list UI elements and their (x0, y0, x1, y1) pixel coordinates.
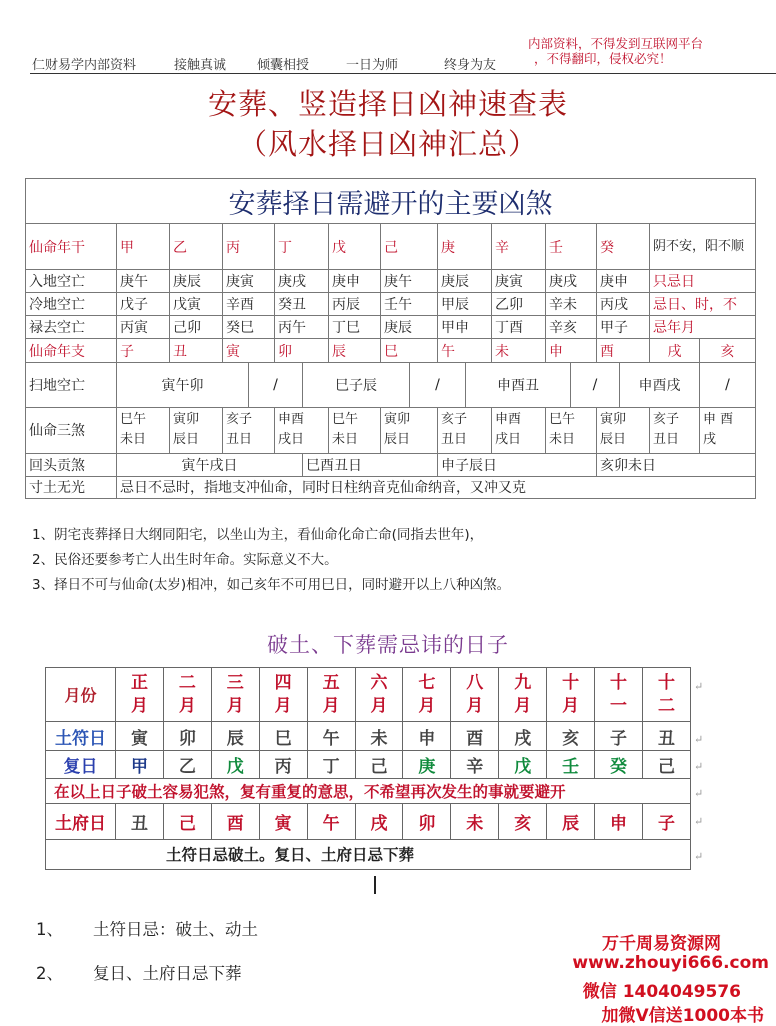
note-number: 2、 (36, 964, 63, 983)
row-label: 复日 (46, 751, 116, 778)
cell-line: 亥子 (441, 412, 468, 428)
table-cell (597, 407, 650, 453)
cell-line: 寅卯 (600, 412, 627, 428)
cell-line: 亥子 (653, 412, 680, 428)
branch-cell: 子 (117, 339, 170, 362)
note-text: 复日、土府日忌下葬 (93, 964, 242, 983)
table-cell: 庚寅 (492, 270, 546, 293)
month-cell (211, 668, 259, 722)
tufu-row (46, 722, 691, 751)
row-label: 入地空亡 (26, 270, 117, 293)
day-cell: 戊 (211, 751, 259, 778)
month-cell (163, 668, 211, 722)
month-char: 二 (178, 672, 196, 693)
cell-line: 戌日 (495, 432, 522, 448)
bottom-note (36, 960, 242, 984)
table-cell: / (410, 362, 466, 407)
table-cell: 辛未 (546, 293, 597, 316)
day-cell: 丁 (307, 751, 355, 778)
day-cell: 辰 (211, 722, 259, 751)
month-char: 十 (562, 672, 580, 693)
cell-line: 申 酉 (703, 412, 734, 428)
month-char: 正 (130, 672, 148, 693)
table-cell (492, 407, 546, 453)
table-cell: 丙戌 (597, 293, 650, 316)
day-cell: 巳 (259, 722, 307, 751)
table-cell: 己卯 (170, 316, 223, 339)
table-cell: 癸丑 (275, 293, 329, 316)
table-cell (546, 407, 597, 453)
header-item: 倾囊相授 (257, 58, 310, 73)
table-cell (381, 407, 438, 453)
day-cell: 戊 (499, 751, 547, 778)
return-mark-icon: ↵ (694, 680, 704, 693)
table-cell: 庚辰 (381, 316, 438, 339)
table-cell: 庚申 (329, 270, 381, 293)
cell-line: 辰日 (173, 432, 200, 448)
day-cell: 亥 (499, 803, 547, 839)
stem-cell: 戊 (329, 224, 381, 270)
branch-cell: 辰 (329, 339, 381, 362)
cell-line: 丑日 (441, 432, 468, 448)
day-cell: 己 (642, 751, 690, 778)
branch-cell: 卯 (275, 339, 329, 362)
day-cell: 申 (403, 722, 451, 751)
table-cell: 乙卯 (492, 293, 546, 316)
day-cell: 申 (595, 803, 643, 839)
table-cell (650, 407, 700, 453)
month-char: 月 (562, 695, 580, 716)
day-cell: 丑 (116, 803, 164, 839)
stems-note: 阴不安，阳不顺 (650, 224, 756, 270)
month-cell (355, 668, 403, 722)
table-cell: 庚戌 (546, 270, 597, 293)
note-2: 2、民俗还要参考亡人出生时年命。实际意义不大。 (32, 552, 338, 568)
cell-line: 丑日 (226, 432, 253, 448)
row-label: 扫地空亡 (26, 362, 117, 407)
header-divider (30, 73, 776, 74)
table-cell: 申酉戌 (620, 362, 700, 407)
month-char: 五 (322, 672, 340, 693)
day-cell: 戌 (499, 722, 547, 751)
table-cell: 申子辰日 (438, 453, 597, 476)
table-cell: 庚辰 (170, 270, 223, 293)
watermark-site-name: 万千周易资源网 (602, 934, 721, 954)
header-notice (528, 36, 703, 66)
table-banner: 安葬择日需避开的主要凶煞 (26, 179, 756, 224)
return-mark-icon: ↵ (694, 787, 704, 800)
day-cell: 戌 (355, 803, 403, 839)
day-cell: 己 (355, 751, 403, 778)
day-cell: 己 (163, 803, 211, 839)
stem-cell: 辛 (492, 224, 546, 270)
cuntu-row (26, 476, 756, 498)
row-label: 寸土无光 (26, 476, 117, 498)
day-cell: 寅 (259, 803, 307, 839)
return-mark-icon: ↵ (694, 733, 704, 746)
month-row (46, 668, 691, 722)
month-char: 月 (226, 695, 244, 716)
table-cell: 庚辰 (438, 270, 492, 293)
stem-cell: 壬 (546, 224, 597, 270)
side-note: 忌年月 (650, 316, 756, 339)
table-footer-text: 土符日忌破土。复日、土府日忌下葬 (46, 839, 691, 869)
table-cell: / (700, 362, 756, 407)
table-cell: 癸巳 (223, 316, 275, 339)
month-char: 四 (274, 672, 292, 693)
table-cell: 巳酉丑日 (303, 453, 438, 476)
day-cell: 午 (307, 722, 355, 751)
cell-line: 申酉 (495, 412, 522, 428)
stem-cell: 庚 (438, 224, 492, 270)
warning-text: 在以上日子破土容易犯煞，复有重复的意思，不希望再次发生的事就要避开 (46, 778, 691, 803)
stem-cell: 乙 (170, 224, 223, 270)
stem-cell: 己 (381, 224, 438, 270)
stems-row (26, 224, 756, 270)
return-mark-icon: ↵ (694, 815, 704, 828)
huitou-row (26, 453, 756, 476)
month-char: 月 (418, 695, 436, 716)
cell-line: 巳午 (120, 412, 147, 428)
warning-row (46, 778, 691, 803)
stem-cell: 甲 (117, 224, 170, 270)
tufu2-row (46, 803, 691, 839)
cell-line: 巳午 (549, 412, 576, 428)
row-label: 土符日 (46, 722, 116, 751)
bottom-note (36, 916, 258, 940)
sansha-row (26, 407, 756, 453)
table-cell: 甲申 (438, 316, 492, 339)
table-cell: 忌日不忌时，指地支冲仙命，同时日柱纳音克仙命纳音，又冲又克 (117, 476, 756, 498)
cell-line: 辰日 (384, 432, 411, 448)
table-cell: 寅午卯 (117, 362, 249, 407)
day-cell: 丑 (642, 722, 690, 751)
note-1: 1、阴宅丧葬择日大纲同阳宅，以坐山为主，看仙命化命亡命(同指去世年)， (32, 527, 484, 543)
cell-line: 未日 (332, 432, 359, 448)
day-cell: 子 (595, 722, 643, 751)
stem-cell: 癸 (597, 224, 650, 270)
branch-cell: 戌 (650, 339, 700, 362)
month-char: 月 (370, 695, 388, 716)
table-cell: 辛亥 (546, 316, 597, 339)
month-char: 二 (657, 695, 675, 716)
table-cell (275, 407, 329, 453)
branch-cell: 丑 (170, 339, 223, 362)
table-cell: 申酉丑 (466, 362, 571, 407)
header-item: 终身为友 (444, 58, 497, 73)
table-cell: 庚戌 (275, 270, 329, 293)
burial-day-table (45, 667, 691, 870)
day-cell: 未 (355, 722, 403, 751)
header-item: 接触真诚 (174, 58, 227, 73)
row-label: 禄去空亡 (26, 316, 117, 339)
table-cell: 戊子 (117, 293, 170, 316)
month-char: 月 (514, 695, 532, 716)
table-cell (117, 407, 170, 453)
day-cell: 酉 (211, 803, 259, 839)
cell-line: 申酉 (278, 412, 305, 428)
table-cell: 丙寅 (117, 316, 170, 339)
table-cell (438, 407, 492, 453)
table-cell: 寅午戌日 (117, 453, 303, 476)
day-cell: 丙 (259, 751, 307, 778)
note-3: 3、择日不可与仙命(太岁)相冲，如己亥年不可用巳日，同时避开以上八种凶煞。 (32, 577, 511, 593)
day-cell: 癸 (595, 751, 643, 778)
branch-cell: 申 (546, 339, 597, 362)
month-char: 七 (418, 672, 436, 693)
table-cell (223, 407, 275, 453)
month-char: 月 (178, 695, 196, 716)
day-cell: 亥 (547, 722, 595, 751)
table-banner-row (26, 179, 756, 224)
table-cell: 丁酉 (492, 316, 546, 339)
table-cell: 亥卯未日 (597, 453, 756, 476)
section-title: 破土、下葬需忌讳的日子 (267, 633, 509, 657)
table-cell (700, 407, 756, 453)
side-note: 只忌日 (650, 270, 756, 293)
table-cell: 巳子辰 (303, 362, 410, 407)
day-cell: 午 (307, 803, 355, 839)
table-cell: 庚午 (381, 270, 438, 293)
month-cell (595, 668, 643, 722)
stem-cell: 丁 (275, 224, 329, 270)
day-cell: 子 (642, 803, 690, 839)
table-cell (329, 407, 381, 453)
row-label: 冷地空亡 (26, 293, 117, 316)
table-cell: / (571, 362, 620, 407)
row-label: 回头贡煞 (26, 453, 117, 476)
day-cell: 辛 (451, 751, 499, 778)
table-cell: 戊寅 (170, 293, 223, 316)
page-title: 安葬、竖造择日凶神速查表 (207, 87, 568, 121)
branch-cell: 午 (438, 339, 492, 362)
month-char: 月 (322, 695, 340, 716)
cell-line: 丑日 (653, 432, 680, 448)
table-cell: 壬午 (381, 293, 438, 316)
saodi-row (26, 362, 756, 407)
table-cell: 丙辰 (329, 293, 381, 316)
table-cell: / (249, 362, 303, 407)
cell-line: 寅卯 (384, 412, 411, 428)
table-cell: 丁巳 (329, 316, 381, 339)
month-cell (403, 668, 451, 722)
header-item: 一日为师 (346, 58, 399, 73)
month-cell (642, 668, 690, 722)
month-char: 八 (466, 672, 484, 693)
table-cell (170, 407, 223, 453)
header-item: 仁财易学内部资料 (32, 58, 137, 73)
stem-cell: 丙 (223, 224, 275, 270)
month-label: 月份 (46, 668, 116, 722)
day-cell: 庚 (403, 751, 451, 778)
text-cursor (374, 876, 376, 894)
cell-line: 未日 (549, 432, 576, 448)
month-char: 九 (514, 672, 532, 693)
table-cell: 丙午 (275, 316, 329, 339)
table-cell: 甲辰 (438, 293, 492, 316)
table-cell: 辛酉 (223, 293, 275, 316)
table-cell: 庚寅 (223, 270, 275, 293)
table-cell: 甲子 (597, 316, 650, 339)
table-cell: 庚申 (597, 270, 650, 293)
row-label: 仙命年支 (26, 339, 117, 362)
branch-cell: 寅 (223, 339, 275, 362)
month-cell (547, 668, 595, 722)
row-label: 仙命三煞 (26, 407, 117, 453)
month-char: 六 (370, 672, 388, 693)
day-cell: 卯 (403, 803, 451, 839)
rudi-row (26, 270, 756, 293)
avoid-sha-table (25, 178, 756, 499)
month-char: 月 (274, 695, 292, 716)
page-subtitle: （风水择日凶神汇总） (237, 127, 538, 161)
watermark-url: www.zhouyi666.com (572, 953, 769, 973)
month-cell (451, 668, 499, 722)
watermark-wechat: 微信 1404049576 (582, 982, 741, 1002)
month-char: 三 (226, 672, 244, 693)
note-number: 1、 (36, 920, 63, 939)
day-cell: 未 (451, 803, 499, 839)
return-mark-icon: ↵ (694, 760, 704, 773)
day-cell: 寅 (116, 722, 164, 751)
day-cell: 甲 (116, 751, 164, 778)
cell-line: 戌日 (278, 432, 305, 448)
cell-line: 寅卯 (173, 412, 200, 428)
row-label: 土府日 (46, 803, 116, 839)
month-char: 一 (610, 695, 628, 716)
luqu-row (26, 316, 756, 339)
month-char: 月 (130, 695, 148, 716)
notice-line: ，不得翻印，侵权必究！ (534, 51, 672, 66)
branch-cell: 亥 (700, 339, 756, 362)
day-cell: 辰 (547, 803, 595, 839)
fu-row (46, 751, 691, 778)
cell-line: 戌 (703, 432, 717, 448)
row-label: 仙命年干 (26, 224, 117, 270)
branches-row (26, 339, 756, 362)
day-cell: 壬 (547, 751, 595, 778)
month-char: 十 (610, 672, 628, 693)
month-cell (499, 668, 547, 722)
month-char: 十 (657, 672, 675, 693)
cell-line: 未日 (120, 432, 147, 448)
day-cell: 卯 (163, 722, 211, 751)
table-cell: 庚午 (117, 270, 170, 293)
day-cell: 乙 (163, 751, 211, 778)
note-text: 土符日忌：破土、动土 (93, 920, 258, 939)
branch-cell: 巳 (381, 339, 438, 362)
branch-cell: 未 (492, 339, 546, 362)
cell-line: 巳午 (332, 412, 359, 428)
notice-line: 内部资料，不得发到互联网平台 (528, 36, 704, 51)
cell-line: 辰日 (600, 432, 627, 448)
side-note: 忌日、时，不 (650, 293, 756, 316)
lengdi-row (26, 293, 756, 316)
return-mark-icon: ↵ (694, 850, 704, 863)
month-cell (259, 668, 307, 722)
cell-line: 亥子 (226, 412, 253, 428)
footer-row (46, 839, 691, 869)
branch-cell: 酉 (597, 339, 650, 362)
month-char: 月 (466, 695, 484, 716)
day-cell: 酉 (451, 722, 499, 751)
month-cell (116, 668, 164, 722)
watermark-promo: 加微V信送1000本书 (601, 1006, 764, 1026)
month-cell (307, 668, 355, 722)
